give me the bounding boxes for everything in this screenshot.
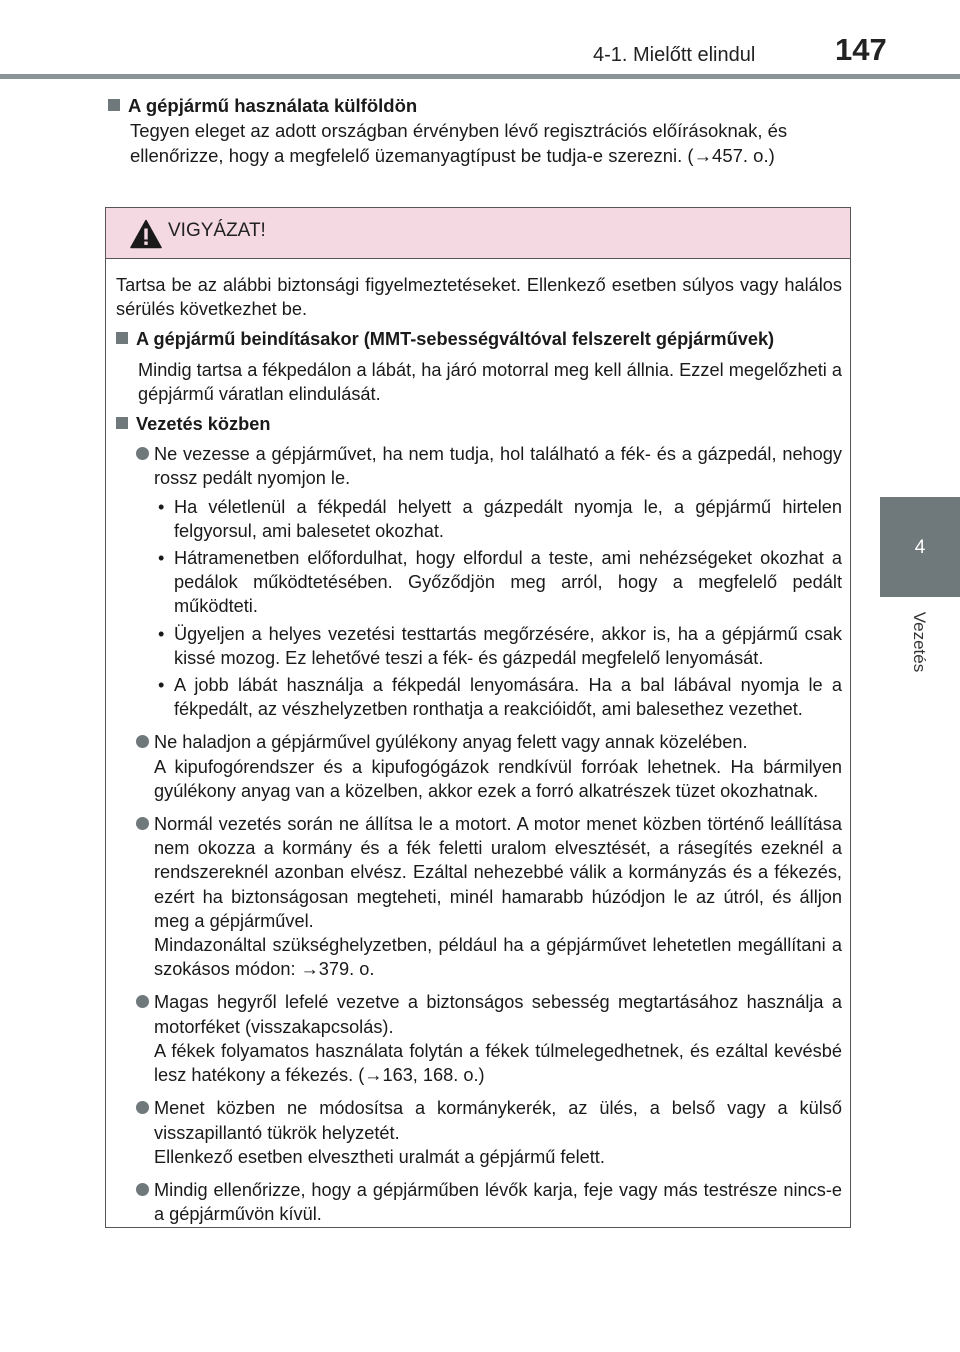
round-bullet-icon — [136, 447, 149, 460]
intro-body: Tegyen eleget az adott országban érvényben lévő regisztrációs előírásoknak, és ellenőrizze, hogy a megfelelő üzemanyagtípust be tudja-e szerezni. (→457. o.) — [130, 120, 788, 167]
square-bullet-icon — [116, 332, 128, 344]
chapter-label: Vezetés — [910, 611, 929, 673]
round-bullet-icon — [136, 735, 149, 748]
subsection-heading-driving: Vezetés közben — [116, 412, 842, 436]
round-bullet-icon — [136, 1183, 149, 1196]
round-bullet-icon — [136, 1101, 149, 1114]
warning-content — [106, 259, 850, 1226]
warning-title: VIGYÁZAT! — [168, 220, 266, 241]
sub-bullet: • A jobb lábát használja a fékpedál lenyomására. Ha a bal lábával nyomja le a fékpedált, az vészhelyzetben ronthatja a reakcióidőt, ami balesethez vezethet. — [154, 673, 842, 721]
header-rule — [0, 74, 960, 79]
chapter-number: 4 — [914, 537, 926, 558]
chapter-tab — [880, 497, 960, 597]
square-bullet-icon — [108, 99, 120, 111]
warning-triangle-icon — [130, 219, 162, 249]
sub-bullet: • Ügyeljen a helyes vezetési testtartás megőrzésére, akkor is, ha a gépjármű csak kissé mozog. Ez lehetővé teszi a fék- és gázpedál megfelelő lenyomását. — [154, 622, 842, 670]
list-item: Ne vezesse a gépjárművet, ha nem tudja, hol található a fék- és a gázpedál, nehogy rossz pedált nyomjon le. • Ha véletlenül a fékpedál helyett a gázpedált nyomja le, a gépjármű hirtelen felgyorsul, ami balesetet okozhat. • Hátramenetben előfordulhat, hogy elfordul a teste, ami nehézségeket okozhat a pedálok működtetésében. Győződjön meg arról, hogy a megfelelő pedált működteti. • Ügyeljen a helyes vezetési testtartás megőrzésére, akkor is, ha a gépjármű csak kissé mozog. Ez lehetővé teszi a fék- és gázpedál megfelelő lenyomását. • A jobb lábát használja a fékpedál lenyomására. Ha a bal lábával nyomja le a fékpedált, az vészhelyzetben ronthatja a reakcióidőt, ami balesethez vezethet. — [116, 442, 842, 721]
intro-heading: A gépjármű használata külföldön — [108, 93, 848, 118]
warning-header — [106, 208, 850, 259]
sub-bullet: • Hátramenetben előfordulhat, hogy elfordul a teste, ami nehézségeket okozhat a pedálok működtetésében. Győződjön meg arról, hogy a megfelelő pedált működteti. — [154, 546, 842, 619]
list-item: Ne haladjon a gépjárművel gyúlékony anyag felett vagy annak közelében. A kipufogórendszer és a kipufogógázok rendkívül forróak lehetnek. Ha bármilyen gyúlékony anyag van a közelben, akkor ezek a forró alkatrészek tüzet okozhatnak. — [116, 730, 842, 803]
list-item: Magas hegyről lefelé vezetve a biztonságos sebesség megtartásához használja a motorféket (visszakapcsolás). A fékek folyamatos használata folytán a fékek túlmelegedhetnek, és ezáltal kevésbé lesz hatékony a fékezés. (→163, 168. o.) — [116, 990, 842, 1087]
square-bullet-icon — [116, 417, 128, 429]
subsection-body-start: Mindig tartsa a fékpedálon a lábát, ha járó motorral meg kell állnia. Ezzel megelőzheti a gépjármű váratlan elindulását. — [138, 359, 842, 404]
warning-box — [105, 207, 851, 1228]
round-bullet-icon — [136, 995, 149, 1008]
sub-bullet: • Ha véletlenül a fékpedál helyett a gázpedált nyomja le, a gépjármű hirtelen felgyorsul, ami balesetet okozhat. — [154, 495, 842, 543]
warning-intro: Tartsa be az alábbi biztonsági figyelmeztetéseket. Ellenkező esetben súlyos vagy halálos sérülés következhet be. — [116, 275, 842, 320]
sub-bullet-list — [154, 495, 842, 722]
subsection-heading-start: A gépjármű beindításakor (MMT-sebességváltóval felszerelt gépjárművek) — [116, 327, 842, 351]
page-number: 147 — [835, 32, 887, 67]
list-item: Mindig ellenőrizze, hogy a gépjárműben lévők karja, feje vagy más testrésze nincs-e a gépjárművön kívül. — [116, 1178, 842, 1226]
list-item: Menet közben ne módosítsa a kormánykerék, az ülés, a belső vagy a külső visszapillantó tükrök helyzetét. Ellenkező esetben elvesztheti uralmát a gépjármű felett. — [116, 1096, 842, 1169]
round-bullet-icon — [136, 817, 149, 830]
list-item: Normál vezetés során ne állítsa le a motort. A motor menet közben történő leállítása nem okozza a kormány és a fék feletti uralom elvesztését, a rásegítés ezeknél a rendszereknél azonban elvész. Ezáltal nehezebbé válik a kormányzás és a fékezés, ezért ha biztonságosan megteheti, minél hamarabb húzódjon le az útról, és álljon meg a gépjárművel. Mindazonáltal szükséghelyzetben, például ha a gépjárművet lehetetlen megállítani a szokásos módon: →379. o. — [116, 812, 842, 981]
section-title: 4-1. Mielőtt elindul — [593, 44, 756, 66]
intro-section — [108, 93, 848, 168]
